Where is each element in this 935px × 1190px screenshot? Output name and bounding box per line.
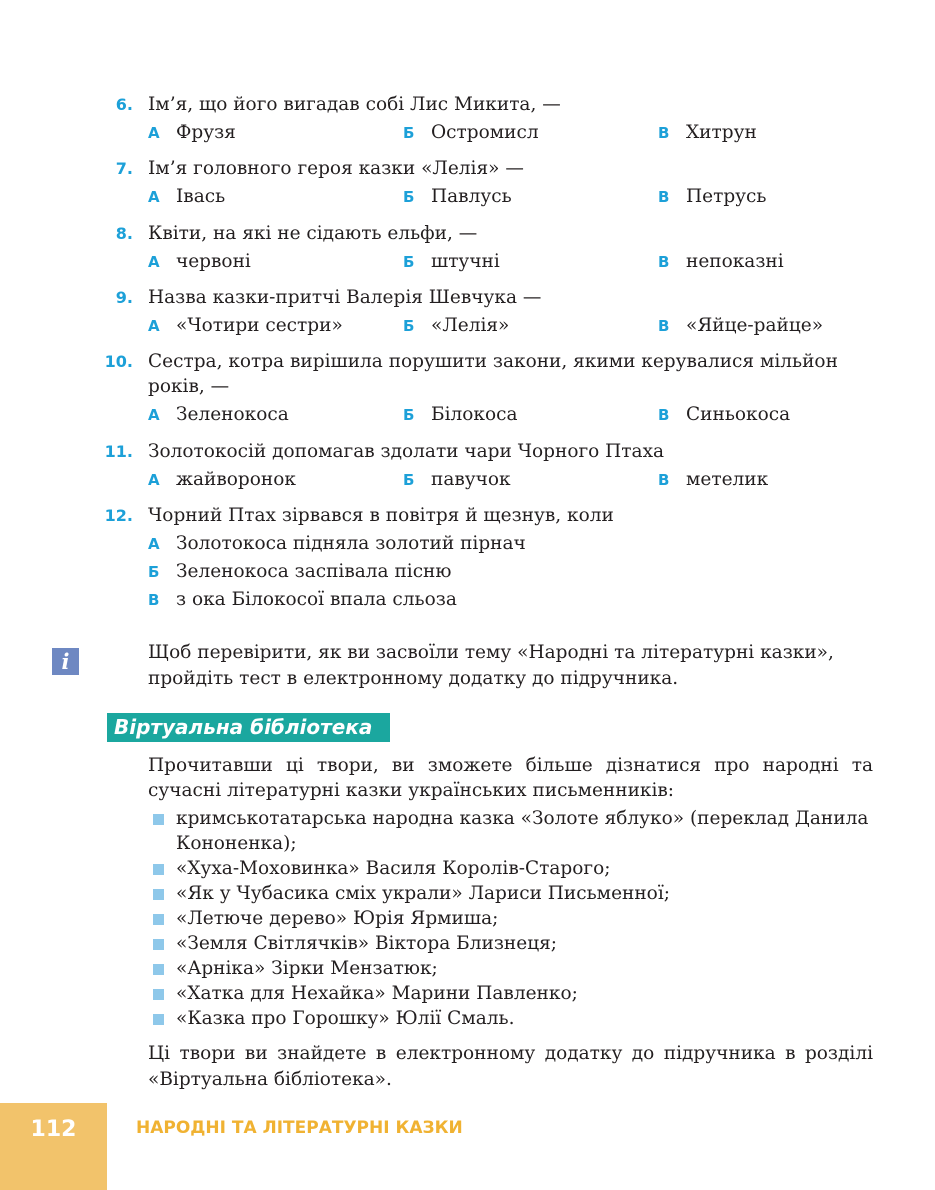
option-b: Б павучок: [403, 469, 511, 490]
option-a: А червоні: [148, 251, 251, 272]
page-number: 112: [30, 1117, 77, 1142]
question-12: [100, 503, 880, 613]
option-b: Б Павлусь: [403, 186, 512, 207]
question-number: 6.: [115, 95, 133, 114]
question-number: 11.: [104, 442, 133, 461]
answer-options: [148, 467, 908, 493]
question-text: Назва казки-притчі Валерія Шевчука —: [148, 287, 542, 308]
answer-options: [148, 402, 908, 428]
running-footer-title: НАРОДНІ ТА ЛІТЕРАТУРНІ КАЗКИ: [136, 1118, 463, 1138]
option-b: Б Остромисл: [403, 122, 539, 143]
answer-options: [148, 313, 908, 339]
option-c: В Хитрун: [658, 122, 757, 143]
library-intro: Прочитавши ці твори, ви зможете більше дізнатися про народні та сучасні літературні казки українських письменників:: [148, 755, 873, 801]
question-text: Сестра, котра вирішила порушити закони, якими керувалися мільйон років, —: [148, 351, 838, 397]
question-number: 7.: [115, 159, 133, 178]
option-a: А Золотокоса підняла золотий пірнач: [148, 533, 526, 554]
option-b: Б штучні: [403, 251, 500, 272]
list-item: «Арніка» Зірки Мензатюк;: [148, 956, 873, 981]
answer-options: [148, 120, 908, 146]
bullet-square-icon: [153, 989, 164, 1000]
option-c: В непоказні: [658, 251, 784, 272]
answer-options: [148, 184, 908, 210]
bullet-square-icon: [153, 889, 164, 900]
list-item: «Земля Світлячків» Віктора Близнеця;: [148, 931, 873, 956]
option-a: А «Чотири сестри»: [148, 315, 343, 336]
question-number: 12.: [104, 506, 133, 525]
bullet-square-icon: [153, 814, 164, 825]
book-list: [148, 806, 873, 1031]
library-outro: Ці твори ви знайдете в електронному додатку до підручника в розділі «Віртуальна бібліотека».: [148, 1043, 873, 1090]
bullet-square-icon: [153, 864, 164, 875]
question-text: Чорний Птах зірвався в повітря й щезнув, коли: [148, 505, 614, 526]
list-item: «Як у Чубасика сміх украли» Лариси Письменної;: [148, 881, 873, 906]
question-number: 9.: [115, 288, 133, 307]
option-c: В Петрусь: [658, 186, 767, 207]
question-text: Золотокосій допомагав здолати чари Чорного Птаха: [148, 441, 665, 462]
option-a: А Фрузя: [148, 122, 236, 143]
option-c: В метелик: [658, 469, 769, 490]
question-text: Квіти, на які не сідають ельфи, —: [148, 223, 478, 244]
bullet-square-icon: [153, 964, 164, 975]
question-text: Ім’я, що його вигадав собі Лис Микита, —: [148, 94, 561, 115]
bullet-square-icon: [153, 914, 164, 925]
option-b: Б Зеленокоса заспівала пісню: [148, 561, 452, 582]
option-c: В «Яйце-райце»: [658, 315, 824, 336]
bullet-square-icon: [153, 1014, 164, 1025]
option-c: В з ока Білокосої впала сльоза: [148, 589, 457, 610]
question-text: Ім’я головного героя казки «Лелія» —: [148, 158, 524, 179]
option-a: А Івась: [148, 186, 226, 207]
option-a: А жайворонок: [148, 469, 296, 490]
option-b: Б Білокоса: [403, 404, 518, 425]
info-icon: i: [52, 648, 79, 675]
list-item: «Летюче дерево» Юрія Ярмиша;: [148, 906, 873, 931]
list-item: кримськотатарська народна казка «Золоте яблуко» (переклад Данила Кононенка);: [148, 806, 873, 856]
question-number: 8.: [115, 224, 133, 243]
bullet-square-icon: [153, 939, 164, 950]
option-b: Б «Лелія»: [403, 315, 510, 336]
section-header: Віртуальна бібліотека: [107, 713, 390, 742]
info-text: Щоб перевірити, як ви засвоїли тему «Народні та літературні казки», пройдіть тест в електронному додатку до підручника.: [148, 642, 834, 689]
list-item: «Хатка для Нехайка» Марини Павленко;: [148, 981, 873, 1006]
answer-options: [148, 249, 908, 275]
question-number: 10.: [104, 352, 133, 371]
list-item: «Казка про Горошку» Юлії Смаль.: [148, 1006, 873, 1031]
list-item: «Хуха-Моховинка» Василя Королів-Старого;: [148, 856, 873, 881]
option-c: В Синьокоса: [658, 404, 791, 425]
option-a: А Зеленокоса: [148, 404, 289, 425]
